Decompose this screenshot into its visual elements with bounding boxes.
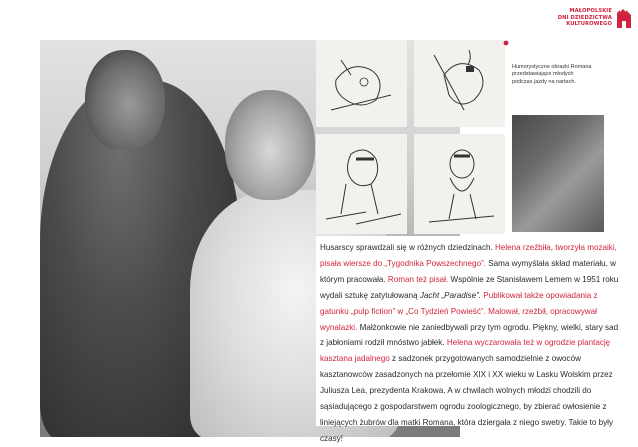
sketch-4	[414, 134, 505, 234]
skier-sketch-icon	[414, 134, 505, 234]
castle-icon	[616, 9, 632, 29]
caption: Humorystyczne obrazki Romana przedstawiające młodych podczas jazdy na nartach.	[512, 64, 592, 85]
photo-man-head	[85, 50, 165, 150]
logo-line-1: MAŁOPOLSKIE	[569, 8, 612, 14]
body-text: Jacht „Paradise”.	[419, 290, 482, 300]
skier-sketch-icon	[316, 134, 407, 234]
highlighted-text: Roman też pisał.	[387, 274, 449, 284]
sketch-3	[316, 134, 407, 234]
body-text: z sadzonek przygotowanych samodzielnie z owoców kasztanowców zasadzonych na przełomie XIX i XX wieku w Lasku Wolskim przez Juliusza Lea, prezydenta Krakowa. A w chwilach wolnych młodzi chodzili do sąsiadującego z gospodarstwem ogrodu zoologicznego, by zbierać owłosienie z liniejących żubrów dla matki Romana, która dziergała z niego swetry. Takie to były czasy!	[320, 354, 614, 443]
skier-sketch-icon	[414, 40, 505, 127]
body-text: Wspólnie ze Stanisławem Lemem w 1951 roku wydali sztukę zatytułowaną	[320, 274, 619, 300]
text-panel	[316, 236, 638, 443]
logo-line-3: KULTUROWEGO	[566, 21, 612, 28]
body-text: Sama wymyślała skład materiału, w którym pracowała.	[320, 258, 617, 284]
sketch-1	[316, 40, 407, 127]
skier-sketch-icon	[316, 40, 407, 127]
body-text: Husarscy sprawdzali się w różnych dziedzinach.	[320, 243, 495, 252]
small-photo	[512, 115, 604, 232]
highlighted-text: Helena wyczarowała też w ogrodzie plantację kasztana jadalnego	[320, 338, 611, 364]
caption-pointer-icon	[503, 40, 509, 46]
body-paragraph	[316, 236, 624, 447]
sketch-2	[414, 40, 505, 127]
body-text: Małżonkowie nie zaniedbywali przy tym ogrodu. Piękny, wielki, stary sad z jabłoniami rodził mnóstwo jabłek.	[320, 322, 619, 348]
highlighted-text: Helena rzeźbiła, tworzyła mozaiki, pisała wiersze do „Tygodnika Powszechnego”.	[320, 243, 617, 268]
highlighted-text: Publikował także opowiadania z gatunku „pulp fiction” w „Co Tydzień Powieść”. Malował, rzeźbił, opracowywał wynalazki.	[320, 290, 598, 332]
photo-woman-head	[225, 90, 315, 200]
logo-line-2: DNI DZIEDZICTWA	[557, 14, 612, 21]
logo	[540, 8, 632, 44]
logo-text	[558, 8, 612, 28]
